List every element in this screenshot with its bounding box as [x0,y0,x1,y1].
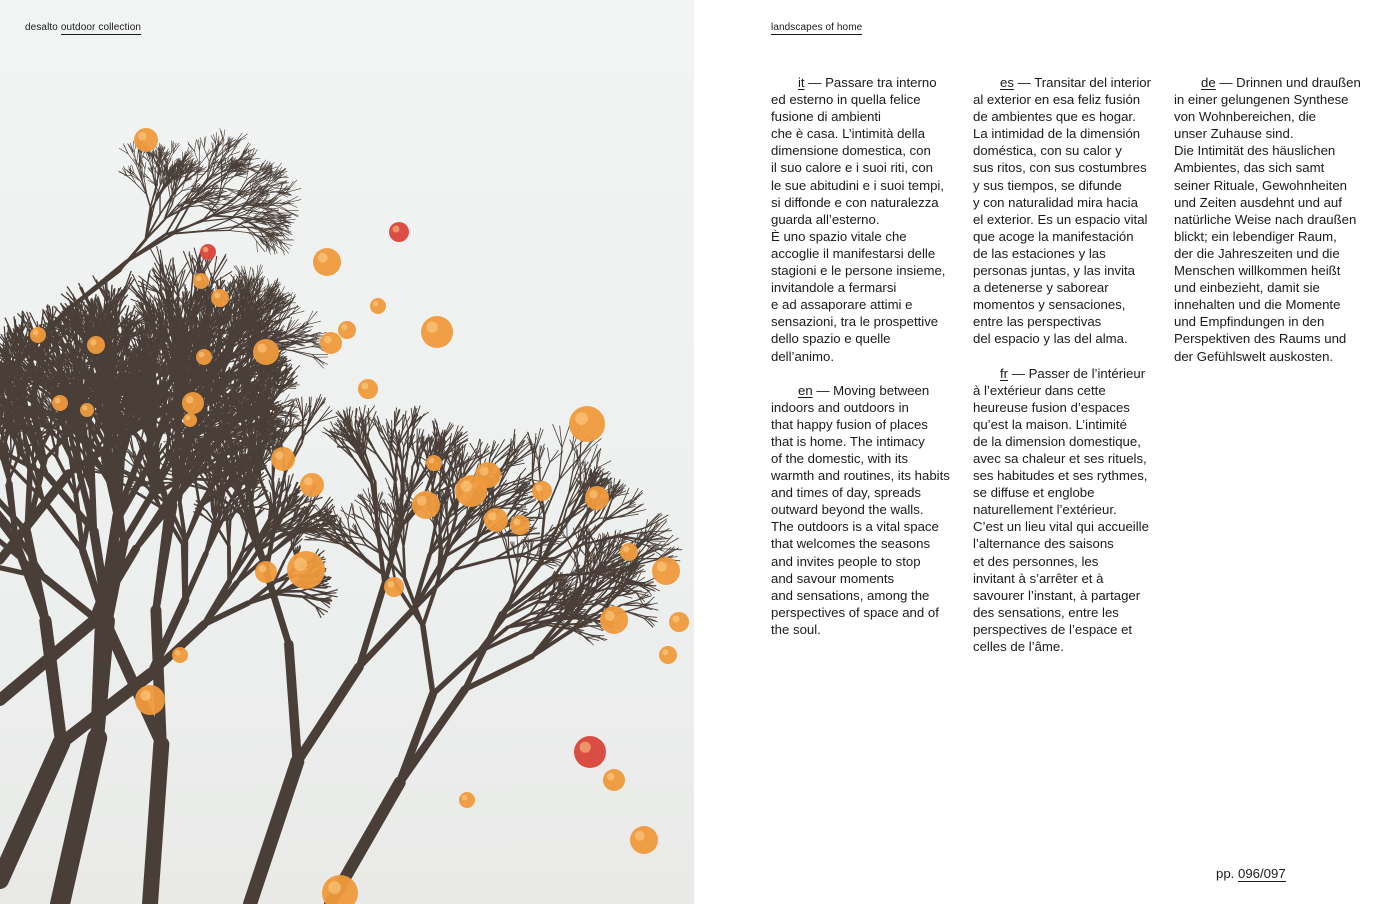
branch [0,743,61,880]
branch [45,621,61,743]
branch [60,738,97,904]
branch [277,591,301,592]
branch [289,644,298,761]
branch [323,594,337,597]
branch [277,594,302,597]
branch [11,434,12,457]
branch [150,744,161,904]
branch [284,546,291,561]
branch [185,554,206,601]
branch [212,254,226,278]
branch [99,303,100,327]
branch [250,762,297,904]
branch [227,523,229,547]
